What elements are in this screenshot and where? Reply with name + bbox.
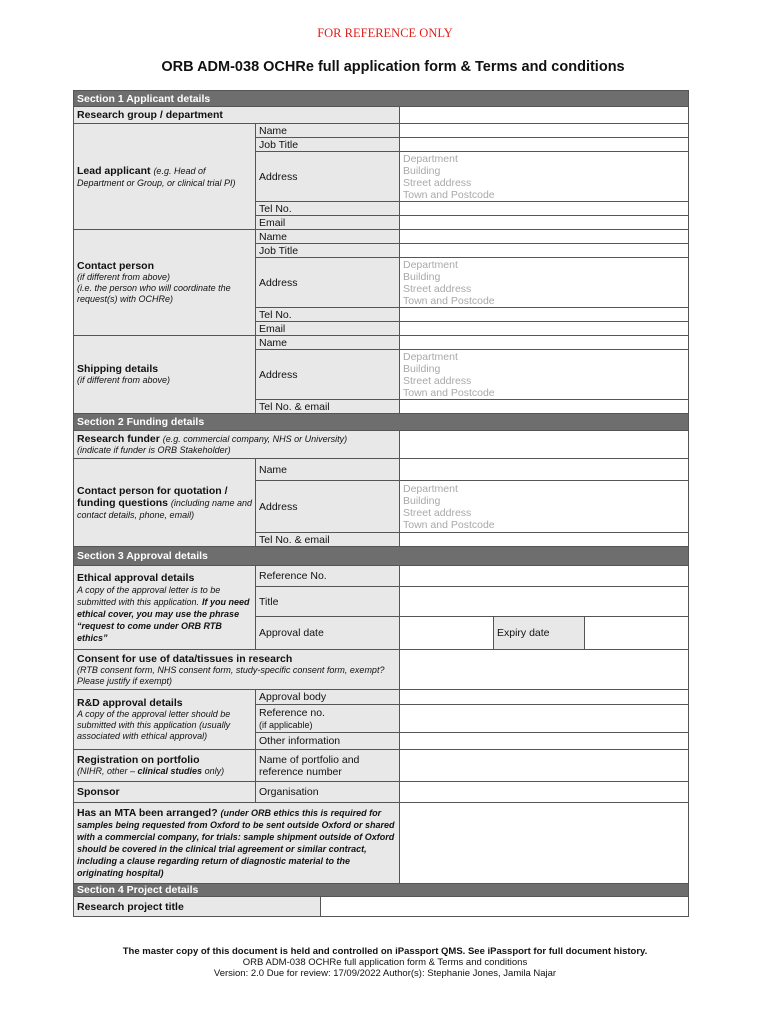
address-department-placeholder: Department xyxy=(403,350,458,363)
contact-tel-label: Tel No. xyxy=(256,308,400,322)
shipping-details-title: Shipping details xyxy=(77,363,159,375)
address-building-placeholder: Building xyxy=(403,494,441,507)
lead-applicant-title: Lead applicant xyxy=(77,164,151,177)
address-town-placeholder: Town and Postcode xyxy=(403,518,495,531)
research-group-label: Research group / department xyxy=(74,107,400,124)
rd-approval-title: R&D approval details xyxy=(77,697,183,709)
lead-applicant-note: (e.g. Head of Department or Group, or clinical trial PI) xyxy=(77,165,236,188)
research-funder-input[interactable] xyxy=(400,431,689,459)
funding-contact-title: Contact person for quotation / funding questions xyxy=(77,484,228,509)
funding-address-label: Address xyxy=(256,481,400,533)
contact-job-title-label: Job Title xyxy=(256,244,400,258)
rd-other-label: Other information xyxy=(256,733,400,750)
contact-name-input[interactable] xyxy=(400,230,689,244)
lead-email-label: Email xyxy=(256,216,400,230)
ethical-reference-label: Reference No. xyxy=(256,566,400,587)
ethical-title-label: Title xyxy=(256,587,400,617)
rd-reference-input[interactable] xyxy=(400,705,689,733)
contact-person-label xyxy=(74,230,256,336)
mta-title: Has an MTA been arranged? xyxy=(77,807,218,819)
address-town-placeholder: Town and Postcode xyxy=(403,188,495,201)
address-street-placeholder: Street address xyxy=(403,176,472,189)
research-funder-note-2: (indicate if funder is ORB Stakeholder) xyxy=(77,445,231,455)
funding-contact-label xyxy=(74,459,256,547)
research-funder-title: Research funder xyxy=(77,433,160,445)
shipping-tel-email-label: Tel No. & email xyxy=(256,400,400,414)
lead-job-title-label: Job Title xyxy=(256,138,400,152)
research-funder-label xyxy=(74,431,400,459)
ethical-reference-input[interactable] xyxy=(400,566,689,587)
page-title: ORB ADM-038 OCHRe full application form & Terms and conditions xyxy=(161,59,625,75)
contact-person-note-2: (i.e. the person who will coordinate the request(s) with OCHRe) xyxy=(77,283,231,304)
sponsor-organisation-label: Organisation xyxy=(256,782,400,803)
address-town-placeholder: Town and Postcode xyxy=(403,294,495,307)
shipping-details-label xyxy=(74,336,256,414)
shipping-address-input[interactable] xyxy=(400,350,689,400)
registration-note xyxy=(77,766,252,777)
section-2-heading: Section 2 Funding details xyxy=(74,414,689,431)
rd-reference-label xyxy=(256,705,400,733)
funding-name-input[interactable] xyxy=(400,459,689,481)
sponsor-label: Sponsor xyxy=(74,782,256,803)
mta-input[interactable] xyxy=(400,803,689,884)
shipping-name-label: Name xyxy=(256,336,400,350)
registration-label xyxy=(74,750,256,782)
funding-tel-email-input[interactable] xyxy=(400,533,689,547)
consent-note: (RTB consent form, NHS consent form, study-specific consent form, exempt? Please justify if exempt) xyxy=(77,664,385,686)
expiry-date-label: Expiry date xyxy=(494,617,585,650)
lead-name-label: Name xyxy=(256,124,400,138)
registration-input[interactable] xyxy=(400,750,689,782)
ethical-approval-label xyxy=(74,566,256,650)
ethical-approval-note: A copy of the approval letter is to be submitted with this application. xyxy=(77,584,221,607)
rd-other-input[interactable] xyxy=(400,733,689,750)
rd-approval-label xyxy=(74,690,256,750)
reference-only-notice: FOR REFERENCE ONLY xyxy=(317,26,453,40)
shipping-address-label: Address xyxy=(256,350,400,400)
shipping-tel-email-input[interactable] xyxy=(400,400,689,414)
lead-tel-input[interactable] xyxy=(400,202,689,216)
registration-note-b: clinical studies xyxy=(137,766,203,776)
footer-line-1: The master copy of this document is held and controlled on iPassport QMS. See iPassport for full document history. xyxy=(122,946,648,957)
lead-name-input[interactable] xyxy=(400,124,689,138)
registration-note-a: (NIHR, other – xyxy=(77,766,138,776)
address-department-placeholder: Department xyxy=(403,258,458,271)
rd-reference-title: Reference no. xyxy=(259,706,325,719)
rd-reference-note: (if applicable) xyxy=(259,719,313,730)
shipping-details-note: (if different from above) xyxy=(77,375,171,385)
application-form-table xyxy=(73,90,689,917)
shipping-name-input[interactable] xyxy=(400,336,689,350)
contact-name-label: Name xyxy=(256,230,400,244)
project-title-input[interactable] xyxy=(321,897,689,917)
registration-note-c: only) xyxy=(202,766,225,776)
address-town-placeholder: Town and Postcode xyxy=(403,386,495,399)
section-3-heading: Section 3 Approval details xyxy=(74,547,689,566)
footer-line-2: ORB ADM-038 OCHRe full application form & Terms and conditions xyxy=(242,957,528,968)
section-1-heading: Section 1 Applicant details xyxy=(74,91,689,107)
ethical-title-input[interactable] xyxy=(400,587,689,617)
registration-title: Registration on portfolio xyxy=(77,754,200,766)
contact-person-note-1: (if different from above) xyxy=(77,272,171,282)
consent-input[interactable] xyxy=(400,650,689,690)
section-4-heading: Section 4 Project details xyxy=(74,884,689,897)
contact-tel-input[interactable] xyxy=(400,308,689,322)
address-department-placeholder: Department xyxy=(403,152,458,165)
consent-title: Consent for use of data/tissues in research xyxy=(77,652,293,665)
rd-body-label: Approval body xyxy=(256,690,400,705)
lead-job-title-input[interactable] xyxy=(400,138,689,152)
lead-applicant-label xyxy=(74,124,256,230)
footer-line-3: Version: 2.0 Due for review: 17/09/2022 Author(s): Stephanie Jones, Jamila Najar xyxy=(213,968,557,979)
address-street-placeholder: Street address xyxy=(403,282,472,295)
research-funder-note: (e.g. commercial company, NHS or University) xyxy=(162,434,348,444)
address-building-placeholder: Building xyxy=(403,164,441,177)
registration-field-label: Name of portfolio and reference number xyxy=(256,750,400,782)
address-building-placeholder: Building xyxy=(403,270,441,283)
contact-address-input[interactable] xyxy=(400,258,689,308)
rd-body-input[interactable] xyxy=(400,690,689,705)
rd-approval-note: A copy of the approval letter should be submitted with this application (usually associated with ethical approval) xyxy=(77,709,231,741)
ethical-approval-note-bold: If you need ethical cover, you may use the phrase “request to come under ORB RTB ethics” xyxy=(77,596,250,643)
address-street-placeholder: Street address xyxy=(403,374,472,387)
contact-email-label: Email xyxy=(256,322,400,336)
lead-address-label: Address xyxy=(256,152,400,202)
sponsor-organisation-input[interactable] xyxy=(400,782,689,803)
expiry-date-input[interactable] xyxy=(585,617,689,650)
contact-address-label: Address xyxy=(256,258,400,308)
lead-tel-label: Tel No. xyxy=(256,202,400,216)
consent-label xyxy=(74,650,400,690)
address-department-placeholder: Department xyxy=(403,482,458,495)
address-street-placeholder: Street address xyxy=(403,506,472,519)
research-group-input[interactable] xyxy=(400,107,689,124)
contact-job-title-input[interactable] xyxy=(400,244,689,258)
address-building-placeholder: Building xyxy=(403,362,441,375)
lead-address-input[interactable] xyxy=(400,152,689,202)
approval-date-label: Approval date xyxy=(256,617,400,650)
contact-email-input[interactable] xyxy=(400,322,689,336)
funding-name-label: Name xyxy=(256,459,400,481)
ethical-approval-title: Ethical approval details xyxy=(77,571,195,584)
approval-date-input[interactable] xyxy=(400,617,494,650)
funding-contact-note: (including name and contact details, phone, email) xyxy=(77,497,252,520)
funding-tel-email-label: Tel No. & email xyxy=(256,533,400,547)
mta-label xyxy=(74,803,400,884)
project-title-label: Research project title xyxy=(74,897,321,917)
funding-address-input[interactable] xyxy=(400,481,689,533)
page-footer xyxy=(0,946,770,979)
lead-email-input[interactable] xyxy=(400,216,689,230)
contact-person-title: Contact person xyxy=(77,260,155,272)
mta-note: (under ORB ethics this is required for samples being requested from Oxford to be sent outside Oxford or shared with a commercial company, for trials: sample shipment outside of Oxford should be covered in the clinical trial agreement or similar contract, including a clause regarding return of diagnostic material to the originating hospital) xyxy=(77,808,395,878)
